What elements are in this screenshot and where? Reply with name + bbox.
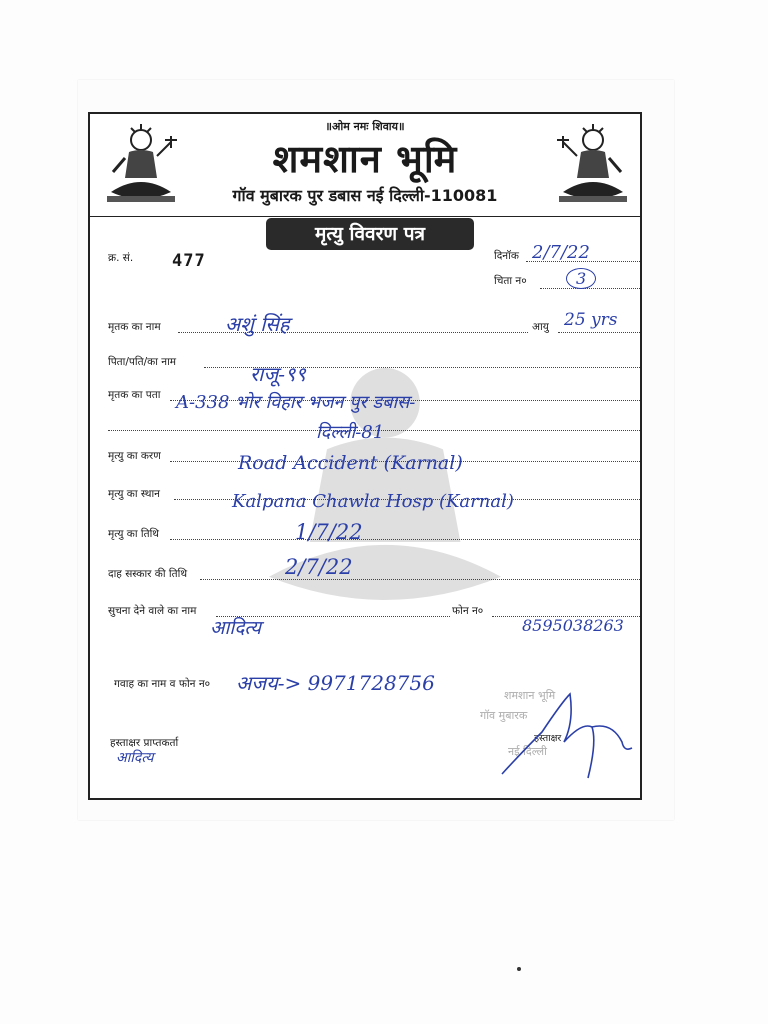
- om-namah-shivay: ॥ओम नमः शिवाय॥: [325, 120, 405, 133]
- page-speck: [517, 967, 521, 971]
- death-date-line: [170, 539, 640, 540]
- cause-value: Road Accident (Karnal): [238, 452, 463, 474]
- cause-label: मृत्यु का करण: [108, 450, 161, 462]
- phone-value: 8595038263: [522, 616, 624, 635]
- form-header: [90, 114, 640, 217]
- cremation-date-line: [200, 579, 640, 580]
- serial-label: क्र. सं.: [108, 252, 134, 264]
- form-banner: मृत्यु विवरण पत्र: [266, 218, 474, 250]
- stamp-line-3: नई दिल्ली: [508, 745, 547, 758]
- age-value: 25 yrs: [564, 310, 618, 330]
- deceased-name-value: अशुं सिंह: [225, 312, 290, 336]
- witness-label: गवाह का नाम व फोन न०: [114, 678, 211, 690]
- address-value-line-1: A-338 भोर विहार भजन पुर डबास-: [176, 392, 416, 413]
- cremation-date-label: दाह सस्कार की तिथि: [108, 568, 188, 580]
- age-line: [558, 332, 640, 333]
- death-certificate-form: [88, 112, 642, 800]
- date-value: 2/7/22: [532, 242, 590, 263]
- address-label: मृतक का पता: [108, 389, 161, 401]
- header-address: गॉव मुबारक पुर डबास नई दिल्ली-110081: [232, 186, 498, 205]
- place-label: मृत्यु का स्थान: [108, 488, 161, 500]
- age-label: आयु: [532, 321, 549, 333]
- informant-value: आदित्य: [210, 617, 261, 639]
- parent-name-value: राजू-९९: [250, 362, 306, 386]
- stamp-line-2: गॉव मुबारक: [480, 709, 528, 722]
- death-date-value: 1/7/22: [295, 520, 363, 544]
- pyre-number-line: [540, 288, 640, 289]
- stamp-line-1: शमशान भूमि: [504, 689, 556, 702]
- pyre-number-value: 3: [566, 268, 596, 289]
- cremation-date-value: 2/7/22: [285, 555, 353, 579]
- page-title: शमशान भूमि: [272, 137, 458, 181]
- signature-scribble: [492, 682, 642, 782]
- witness-value: अजय-> 9971728756: [236, 671, 435, 695]
- phone-label: फोन न०: [452, 605, 484, 617]
- serial-number: 477: [172, 251, 206, 271]
- date-label: दिनॉक: [494, 250, 519, 262]
- pyre-number-label: चिता न०: [494, 275, 527, 287]
- deceased-name-label: मृतक का नाम: [108, 321, 161, 333]
- signature-label: हस्ताक्षर: [534, 733, 562, 744]
- parent-name-label: पिता/पति/का नाम: [108, 356, 177, 368]
- death-date-label: मृत्यु का तिथि: [108, 528, 160, 540]
- place-value: Kalpana Chawla Hosp (Karnal): [232, 491, 514, 512]
- receiver-signature-value: आदित्य: [116, 750, 154, 766]
- informant-label: सुचना देने वाले का नाम: [108, 605, 197, 617]
- receiver-signature-label: हस्ताक्षर प्राप्तकर्ता: [110, 737, 179, 749]
- address-value-line-2: दिल्ली-81: [316, 422, 385, 443]
